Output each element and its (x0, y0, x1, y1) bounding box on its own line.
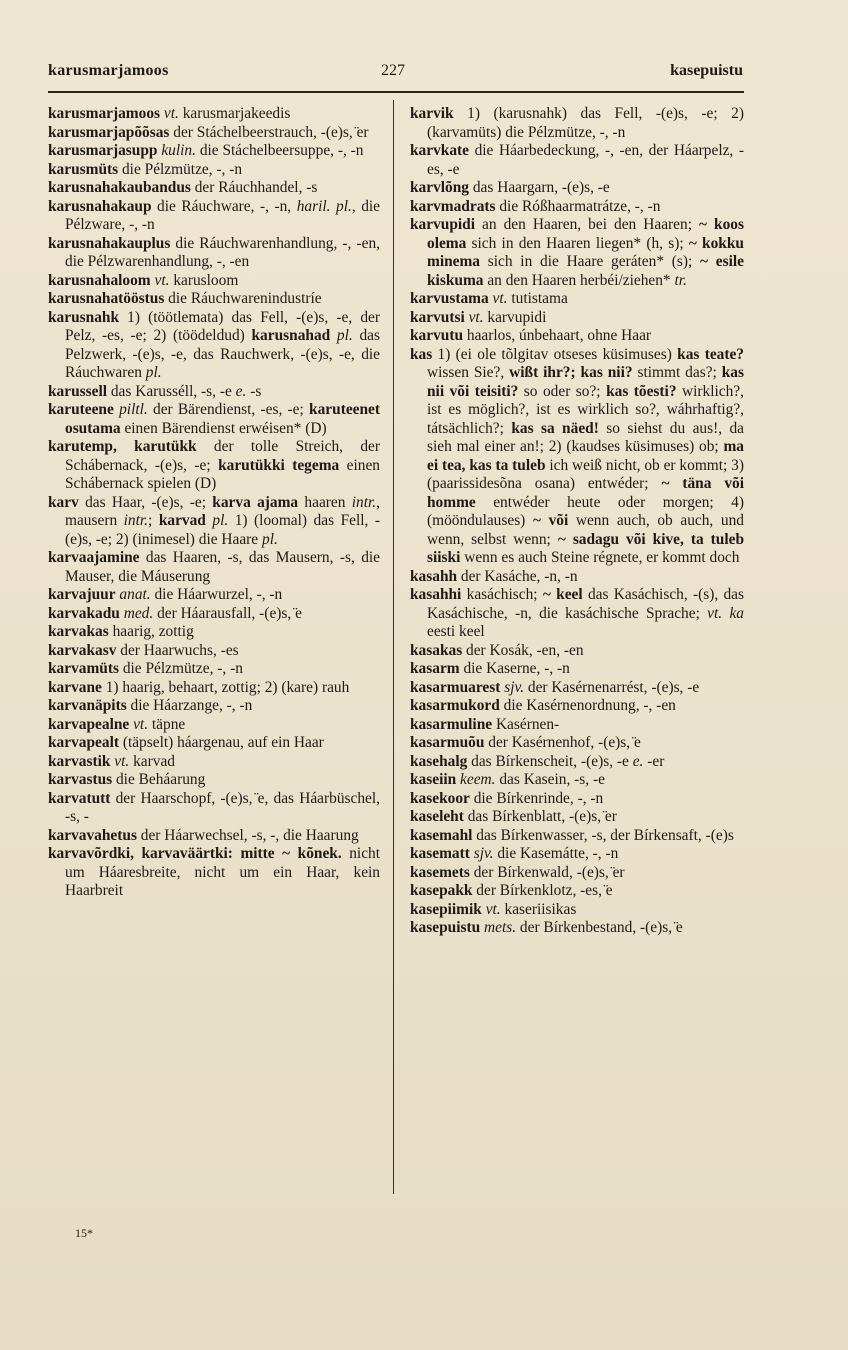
dictionary-entry: karusmarjasupp kulin. die Stáchelbeersuppe, -, -n (48, 142, 364, 159)
dictionary-entry: karusnahakaubandus der Ráuchhandel, -s (48, 179, 318, 196)
dictionary-entry: karvaajamine das Haaren, -s, das Mausern, -s, die Mauser, die Máuserung (48, 549, 380, 585)
dictionary-entry: kasarm die Kaserne, -, -n (410, 660, 570, 677)
dictionary-entry: karvkate die Háarbedeckung, -, -en, der Háarpelz, -es, -e (410, 142, 744, 178)
dictionary-entry: karv das Haar, -(e)s, -e; karva ajama haaren intr., mausern intr.; karvad pl. 1) (loomal) das Fell, -(e)s, -e; 2) (inimesel) die Haare pl. (48, 493, 380, 548)
dictionary-entry: karvatutt der Haarschopf, -(e)s, ̈e, das Háarbüschel, -s, - (48, 789, 380, 825)
dictionary-entry: karusnahatööstus die Ráuchwarenindustríe (48, 290, 322, 307)
dictionary-entry: karutemp, karutükk der tolle Streich, der Schábernack, -(e)s, -e; karutükki tegema einen Schábernack spielen (D) (48, 438, 380, 492)
header-first-word: karusmarjamoos (48, 62, 169, 79)
dictionary-entry: karvastik vt. karvad (48, 752, 175, 770)
dictionary-entry: karuteene piltl. der Bärendienst, -es, -e; karuteenet osutama einen Bärendienst erwéisen* (D) (48, 401, 380, 437)
dictionary-entry: kaseiin keem. das Kasein, -s, -e (410, 771, 605, 788)
printer-signature: 15* (75, 1226, 93, 1240)
dictionary-entry: karussell das Karusséll, -s, -e e. -s (48, 382, 262, 400)
dictionary-entry: karusnahaloom vt. karusloom (48, 271, 239, 289)
dictionary-entry: karvustama vt. tutistama (410, 290, 568, 307)
dictionary-entry: kasepuistu mets. der Bírkenbestand, -(e)s, ̈e (410, 919, 683, 936)
dictionary-entry: karvakasv der Haarwuchs, -es (48, 641, 239, 659)
dictionary-entry: kasarmuõu der Kasérnenhof, -(e)s, ̈e (410, 734, 641, 751)
dictionary-entry: karvanäpits die Háarzange, -, -n (48, 697, 253, 714)
dictionary-entry: karusnahk 1) (töötlemata) das Fell, -(e)s, -e, der Pelz, -es, -e; 2) (töödeldud) karusnahad pl. das Pelzwerk, -(e)s, -e, das Rauchwerk, -(e)s, -e, die Ráuchwaren pl. (48, 308, 380, 381)
right-column (410, 105, 744, 938)
dictionary-entry: kasahh der Kasáche, -n, -n (410, 567, 578, 585)
dictionary-entry: karusmarjamoos vt. karusmarjakeedis (48, 105, 291, 122)
dictionary-entry: karvamüts die Pélzmütze, -, -n (48, 660, 243, 677)
dictionary-entry: karvajuur anat. die Háarwurzel, -, -n (48, 586, 283, 603)
dictionary-entry: karvane 1) haarig, behaart, zottig; 2) (kare) rauh (48, 678, 350, 696)
header-rule (48, 91, 744, 93)
column-divider (393, 100, 394, 1194)
dictionary-entry: karvik 1) (karusnahk) das Fell, -(e)s, -e; 2) (karvamüts) die Pélzmütze, -, -n (410, 105, 744, 141)
dictionary-entry: kasarmuline Kasérnen- (410, 715, 560, 733)
dictionary-entry: kasehalg das Bírkenscheit, -(e)s, -e e. -er (410, 752, 665, 770)
dictionary-entry: karvutu haarlos, únbehaart, ohne Haar (410, 327, 652, 344)
dictionary-entry: kas 1) (ei ole tõlgitav otseses küsimuses) kas teate? wissen Sie?, wißt ihr?; kas nii? stimmt das?; kas nii või teisiti? so oder so?; kas tõesti? wirklich?, ist es möglich?, ist es wirklich so?, wáhrhaftig?, tátsächlich?; kas sa näed! so siehst du aus!, da sieh mal einer an!; 2) (kaudses küsimuses) ob; ma ei tea, kas ta tuleb ich weiß nicht, ob er kommt; 3) (paarissidesõna osana) entwéder; ~ täna või homme entwéder heute oder morgen; 4) (mööndulauses) ~ või wenn auch, ob auch, und wenn, selbst wenn; ~ sadagu või kive, ta tuleb siiski wenn es auch Steine régnete, er kommt doch (410, 345, 745, 566)
dictionary-entry: karvmadrats die Róßhaarmatrátze, -, -n (410, 197, 661, 215)
dictionary-entry: kasarmukord die Kasérnenordnung, -, -en (410, 697, 676, 714)
dictionary-entry: karvapealt (täpselt) háargenau, auf ein Haar (48, 734, 324, 751)
running-header (48, 62, 743, 86)
dictionary-entry: kasematt sjv. die Kasemátte, -, -n (410, 845, 619, 862)
dictionary-entry: kaseleht das Bírkenblatt, -(e)s, ̈er (410, 808, 617, 825)
dictionary-entry: karusnahakauplus die Ráuchwarenhandlung, -, -en, die Pélzwarenhandlung, -, -en (48, 234, 380, 270)
dictionary-entry: karvupidi an den Haaren, bei den Haaren; ~ koos olema sich in den Haaren liegen* (h, s); ~ kokku minema sich in die Haare geráten* (s); ~ esile kiskuma an den Haaren herbéi/ziehen* tr. (410, 216, 745, 289)
dictionary-entry: karvakadu med. der Háarausfall, -(e)s, ̈e (48, 604, 302, 622)
dictionary-entry: kasemets der Bírkenwald, -(e)s, ̈er (410, 863, 625, 881)
dictionary-entry: karvavõrdki, karvaväärtki: mitte ~ kõnek. nicht um Háaresbreite, nicht um ein Haar, kein Haarbreit (48, 845, 381, 899)
dictionary-entry: karusnahakaup die Ráuchware, -, -n, haril. pl., die Pélzware, -, -n (48, 197, 381, 233)
dictionary-entry: kasepakk der Bírkenklotz, -es, ̈e (410, 882, 613, 899)
dictionary-entry: karusmarjapõõsas der Stáchelbeerstrauch, -(e)s, ̈er (48, 123, 369, 141)
dictionary-entry: kasakas der Kosák, -en, -en (410, 641, 584, 659)
dictionary-entry: kasemahl das Bírkenwasser, -s, der Bírkensaft, -(e)s (410, 826, 734, 844)
dictionary-entry: karvapealne vt. täpne (48, 715, 186, 733)
dictionary-entry: kasepiimik vt. kaseriisikas (410, 900, 577, 918)
dictionary-entry: kasekoor die Bírkenrinde, -, -n (410, 789, 604, 807)
dictionary-entry: kasahhi kasáchisch; ~ keel das Kasáchisch, -(s), das Kasáchische, -n, die kasáchische Sprache; vt. ka eesti keel (410, 586, 744, 640)
dictionary-entry: karusmüts die Pélzmütze, -, -n (48, 160, 243, 178)
left-column (48, 105, 380, 901)
dictionary-entry: karvakas haarig, zottig (48, 623, 194, 640)
page-number: 227 (381, 62, 405, 79)
header-last-word: kasepuistu (670, 62, 743, 79)
dictionary-entry: karvavahetus der Háarwechsel, -s, -, die Haarung (48, 826, 359, 844)
dictionary-entry: karvlõng das Haargarn, -(e)s, -e (410, 179, 610, 196)
dictionary-entry: kasarmuarest sjv. der Kasérnenarrést, -(e)s, -e (410, 678, 700, 696)
dictionary-entry: karvutsi vt. karvupidi (410, 308, 547, 326)
dictionary-entry: karvastus die Beháarung (48, 771, 206, 788)
